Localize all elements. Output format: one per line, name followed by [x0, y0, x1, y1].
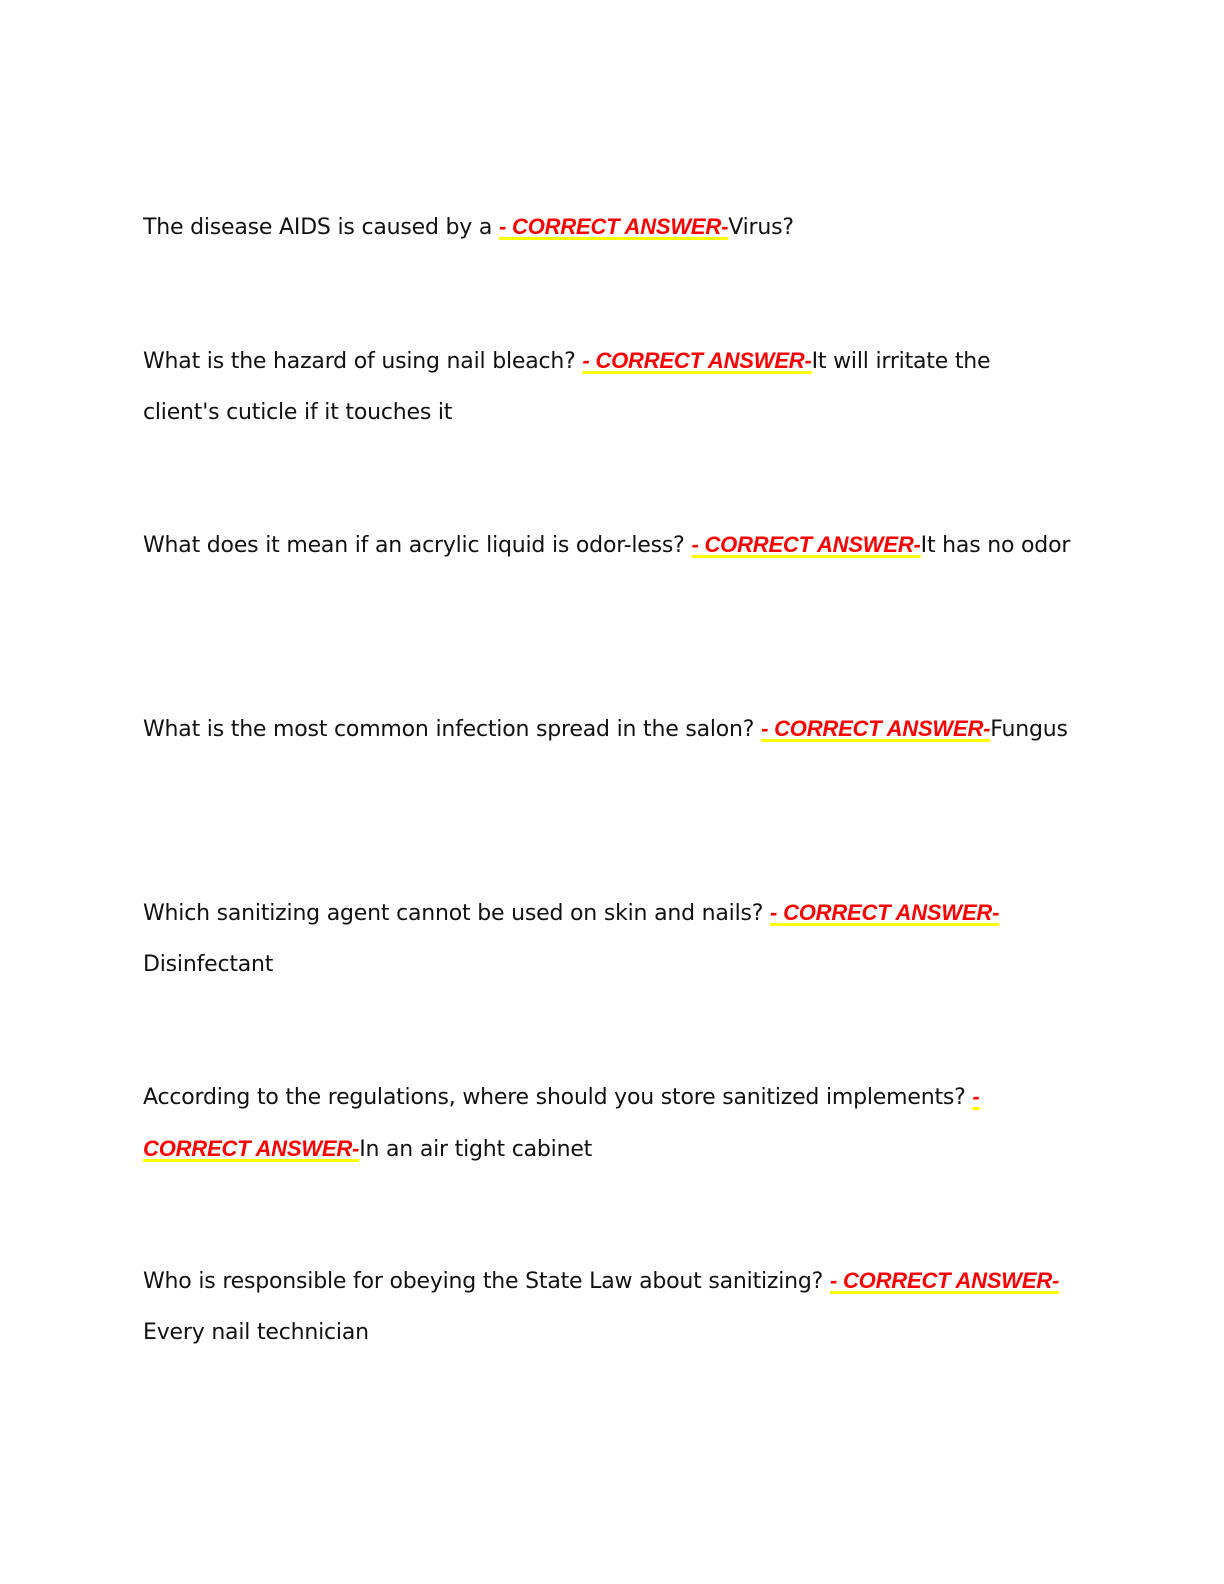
correct-answer-marker: - CORRECT ANSWER-	[143, 1084, 980, 1161]
question-text: According to the regulations, where should you store sanitized implements?	[143, 1085, 973, 1110]
correct-answer-marker: - CORRECT ANSWER-	[691, 532, 921, 557]
qa-item-common-infection	[143, 703, 1073, 755]
question-text: Which sanitizing agent cannot be used on skin and nails?	[143, 901, 771, 926]
qa-item-aids-cause	[143, 201, 1073, 253]
answer-text: Fungus	[990, 717, 1068, 742]
answer-text: It has no odor	[920, 533, 1071, 558]
answer-text: Disinfectant	[143, 952, 274, 977]
answer-text: Virus?	[728, 215, 794, 240]
qa-item-state-law-responsibility	[143, 1255, 1073, 1358]
qa-item-nail-bleach-hazard	[143, 335, 1073, 438]
qa-item-sanitizing-agent	[143, 887, 1073, 990]
question-text: What is the most common infection spread in the salon?	[143, 717, 762, 742]
question-text: What does it mean if an acrylic liquid is odor-less?	[143, 533, 692, 558]
correct-answer-marker: - CORRECT ANSWER-	[761, 716, 991, 741]
correct-answer-marker: - CORRECT ANSWER-	[582, 348, 812, 373]
question-text: The disease AIDS is caused by a	[143, 215, 499, 240]
question-text: Who is responsible for obeying the State Law about sanitizing?	[143, 1269, 830, 1294]
answer-text: It will irritate the client's cuticle if it touches it	[143, 349, 991, 425]
qa-item-odorless-acrylic	[143, 519, 1073, 571]
correct-answer-marker: - CORRECT ANSWER-	[499, 214, 729, 239]
answer-text: Every nail technician	[143, 1320, 369, 1345]
correct-answer-marker: - CORRECT ANSWER-	[829, 1268, 1060, 1293]
question-text: What is the hazard of using nail bleach?	[143, 349, 583, 374]
qa-item-implement-storage	[143, 1071, 1073, 1175]
correct-answer-marker: - CORRECT ANSWER-	[770, 900, 1000, 925]
answer-text: In an air tight cabinet	[359, 1137, 593, 1162]
